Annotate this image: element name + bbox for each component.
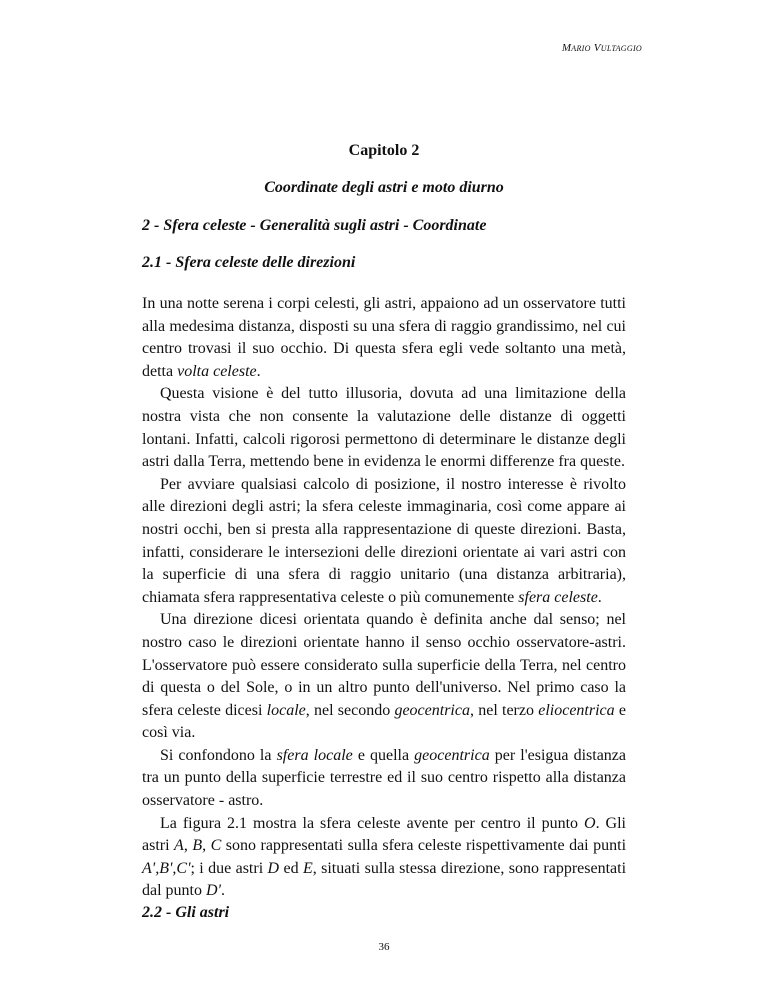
point-o: O: [584, 814, 596, 832]
paragraph-6-text-e: ,: [183, 837, 193, 855]
paragraph-3-term: sfera celeste: [518, 588, 598, 606]
paragraph-4-text-e: , nel terzo: [469, 701, 539, 719]
paragraph-1-term: volta celeste: [177, 362, 257, 380]
paragraph-5-text-a: Si confondono la: [160, 746, 277, 764]
paragraph-6-text-m: ed: [279, 859, 303, 877]
paragraph-5-term-geocentrica: geocentrica: [414, 746, 490, 764]
paragraph-2: Questa visione è del tutto illusoria, dovuta ad una limitazione della nostra vista che non consente la valutazione delle distanze di oggetti lontani. Infatti, calcoli rigorosi permettono di determinare le distanze degli astri dalla Terra, mettendo bene in evidenza le enormi differenze fra queste.: [142, 385, 626, 471]
paragraph-3-text-a: Per avviare qualsiasi calcolo di posizione, il nostro interesse è rivolto alle direzioni degli astri; la sfera celeste immaginaria, così come appare ai nostri occhi, ben si presta alla rappresentazione di queste direzioni. Basta, infatti, considerare le intersezioni delle direzioni orientate ai vari astri con la superficie di una sfera di raggio unitario (una distanza arbitraria), chiamata sfera rappresentativa celeste o più comunemente: [142, 475, 626, 606]
paragraph-6-text-c: . Gli astri: [142, 814, 626, 855]
paragraph-5-term-locale: sfera locale: [276, 746, 353, 764]
paragraph-4-term-locale: locale: [266, 701, 306, 719]
paragraph-5-text-e: per l'esigua distanza tra un punto della superficie terrestre ed il suo centro rispetto alla distanza osservatore - astro.: [142, 746, 626, 810]
points-abc-prime: A',B',C': [142, 859, 191, 877]
paragraph-6-text-a: La figura 2.1 mostra la sfera celeste avente per centro il punto: [160, 814, 584, 832]
paragraph-1-text-a: In una notte serena i corpi celesti, gli astri, appaiono ad un osservatore tutti alla medesima distanza, disposti su una sfera di raggio grandissimo, nel cui centro trovasi il suo occhio. Di questa sfera egli vede soltanto una metà, detta: [142, 295, 626, 380]
chapter-label: Capitolo 2: [348, 142, 420, 159]
paragraph-4-text-g: e così via.: [142, 701, 626, 742]
paragraph-6-text-i: sono rappresentati sulla sfera celeste rispettivamente dai punti: [221, 837, 627, 855]
paragraph-6-text-q: .: [220, 882, 225, 900]
paragraph-4-text-a: Una direzione dicesi orientata quando è definita anche dal senso; nel nostro caso le direzioni orientate hanno il senso occhio osservatore-astri. L'osservatore può essere considerato sulla superficie della Terra, nel centro di questa o del Sole, o in un altro punto dell'universo. Nel primo caso la sfera celeste dicesi: [142, 611, 626, 719]
paragraph-4: [142, 609, 626, 745]
paragraph-6: [142, 813, 626, 903]
subsection-heading-2-1: 2.1 - Sfera celeste delle direzioni: [142, 254, 356, 271]
paragraph-1-text-c: .: [256, 362, 261, 380]
paragraph-4-text-c: , nel secondo: [305, 701, 395, 719]
chapter-title: Coordinate degli astri e moto diurno: [264, 179, 504, 196]
star-d: D: [267, 859, 280, 877]
paragraph-4-term-geocentrica: geocentrica: [394, 701, 470, 719]
paragraph-6-text-o: , situati sulla stessa direzione, sono rappresentati dal punto: [142, 859, 627, 900]
paragraph-1: [142, 293, 626, 383]
paragraph-4-term-eliocentrica: eliocentrica: [538, 701, 615, 719]
paragraph-5: [142, 745, 626, 813]
star-b: B: [192, 837, 203, 855]
paragraph-6-text-g: ,: [202, 837, 211, 855]
paragraph-3-text-c: .: [597, 588, 602, 606]
subsection-heading-2-2: 2.2 - Gli astri: [142, 904, 230, 921]
paragraph-5-text-c: e quella: [352, 746, 415, 764]
page-number: 36: [378, 941, 390, 953]
running-header: Mario Vultaggio: [561, 42, 642, 54]
paragraph-3: [142, 474, 626, 610]
body-text: [142, 293, 626, 903]
point-d-prime: D': [206, 882, 221, 900]
paragraph-6-text-k: ; i due astri: [190, 859, 268, 877]
section-heading: 2 - Sfera celeste - Generalità sugli astri - Coordinate: [142, 217, 487, 234]
star-c: C: [210, 837, 222, 855]
star-a: A: [174, 837, 184, 855]
star-e: E: [302, 859, 313, 877]
